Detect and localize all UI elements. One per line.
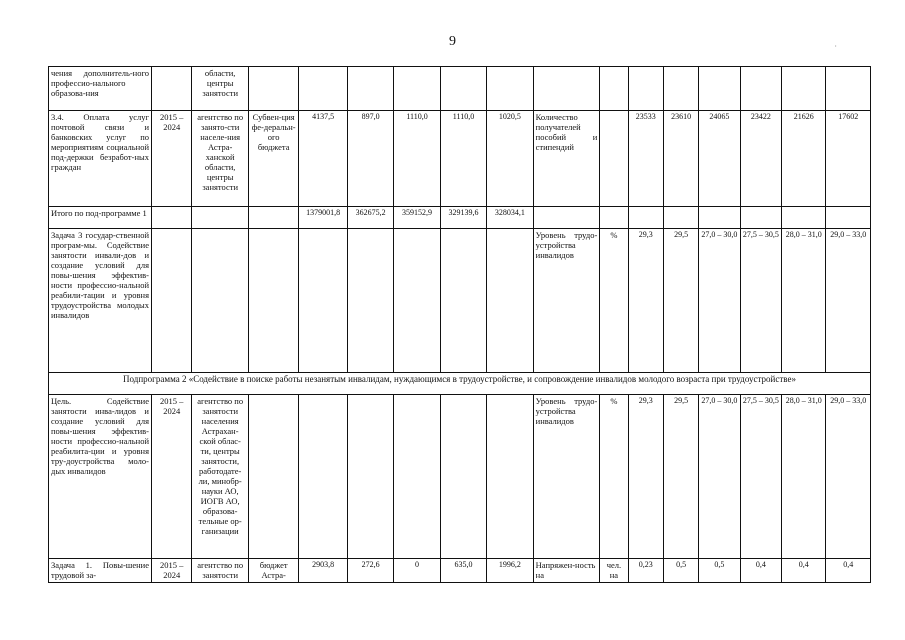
- cell-value: 27,0 – 30,0: [699, 395, 740, 559]
- cell-source: [248, 395, 298, 559]
- cell-source: [248, 229, 298, 373]
- cell-unit: [600, 207, 628, 229]
- cell-value: 0,4: [740, 559, 781, 583]
- cell-amount: [440, 67, 486, 111]
- cell-value: 0,23: [628, 559, 663, 583]
- cell-amount: 359152,9: [394, 207, 440, 229]
- cell-period: [152, 229, 192, 373]
- cell-amount: [440, 395, 486, 559]
- cell-value: 23422: [740, 111, 781, 207]
- cell-amount: [487, 67, 533, 111]
- cell-value: 29,3: [628, 395, 663, 559]
- cell-executor: агентство по занятости: [192, 559, 249, 583]
- cell-value: [628, 207, 663, 229]
- cell-amount: 1110,0: [440, 111, 486, 207]
- cell-indicator: [533, 207, 600, 229]
- cell-period: [152, 67, 192, 111]
- cell-amount: [487, 395, 533, 559]
- cell-name: 3.4. Оплата услуг почтовой связи и банковских услуг по мероприятиям социальной под-держки безработ-ных граждан: [49, 111, 152, 207]
- cell-source: [248, 207, 298, 229]
- cell-value: [826, 67, 871, 111]
- cell-value: 29,0 – 33,0: [826, 229, 871, 373]
- cell-executor: [192, 229, 249, 373]
- cell-amount: [394, 229, 440, 373]
- cell-value: 0,4: [782, 559, 826, 583]
- cell-executor: агентство по занято-сти населе-ния Астра-ханской области, центры занятости: [192, 111, 249, 207]
- cell-indicator: [533, 67, 600, 111]
- cell-amount: [394, 67, 440, 111]
- cell-amount: 0: [394, 559, 440, 583]
- cell-source: Субвен-ция фе-деральн-ого бюджета: [248, 111, 298, 207]
- cell-indicator: Уровень трудо-устройства инвалидов: [533, 229, 600, 373]
- subprogram-title: Подпрограмма 2 «Содействие в поиске работы незанятым инвалидам, нуждающимся в трудоустройстве, и сопровождение инвалидов молодого возраста при трудоустройстве»: [49, 373, 871, 395]
- cell-value: [663, 67, 698, 111]
- cell-value: 23533: [628, 111, 663, 207]
- cell-period: 2015 – 2024: [152, 559, 192, 583]
- cell-value: 0,5: [699, 559, 740, 583]
- cell-amount: 329139,6: [440, 207, 486, 229]
- table-row-total: [49, 207, 871, 229]
- cell-amount: 362675,2: [347, 207, 393, 229]
- cell-amount: 328034,1: [487, 207, 533, 229]
- cell-period: 2015 – 2024: [152, 111, 192, 207]
- table-row-subprogram: [49, 373, 871, 395]
- cell-value: [699, 207, 740, 229]
- cell-value: 0,4: [826, 559, 871, 583]
- cell-value: [740, 207, 781, 229]
- table-row-task1: [49, 559, 871, 583]
- cell-value: 24065: [699, 111, 740, 207]
- cell-amount: [487, 229, 533, 373]
- cell-amount: [394, 395, 440, 559]
- cell-indicator: Уровень трудо-устройства инвалидов: [533, 395, 600, 559]
- cell-value: 0,5: [663, 559, 698, 583]
- cell-value: 27,5 – 30,5: [740, 395, 781, 559]
- cell-amount: 2903,8: [299, 559, 347, 583]
- cell-amount: [299, 229, 347, 373]
- table-row-3-4: [49, 111, 871, 207]
- page-number: 9: [449, 34, 456, 49]
- cell-amount: [347, 395, 393, 559]
- cell-value: 27,5 – 30,5: [740, 229, 781, 373]
- cell-unit: %: [600, 395, 628, 559]
- cell-value: 28,0 – 31,0: [782, 229, 826, 373]
- cell-value: [782, 67, 826, 111]
- cell-period: 2015 – 2024: [152, 395, 192, 559]
- cell-value: 21626: [782, 111, 826, 207]
- cell-value: 27,0 – 30,0: [699, 229, 740, 373]
- cell-value: 29,3: [628, 229, 663, 373]
- cell-executor: области, центры занятости: [192, 67, 249, 111]
- table-row-task3: [49, 229, 871, 373]
- cell-indicator: Напряжен-ность на: [533, 559, 600, 583]
- cell-value: [782, 207, 826, 229]
- cell-value: [740, 67, 781, 111]
- cell-source: бюджет Астра-: [248, 559, 298, 583]
- cell-source: [248, 67, 298, 111]
- cell-name: Задача 3 государ-ственной програм-мы. Содействие занятости инвали-дов и создание условий для повы-шения эффектив-ности профессио-нальной реабили-тации и уровня трудоустройства молодых инвалидов: [49, 229, 152, 373]
- cell-value: [826, 207, 871, 229]
- cell-name: Задача 1. Повы-шение трудовой за-: [49, 559, 152, 583]
- cell-value: 29,0 – 33,0: [826, 395, 871, 559]
- cell-name: Итого по под-программе 1: [49, 207, 152, 229]
- cell-value: [699, 67, 740, 111]
- cell-indicator: Количество получателей пособий и стипендий: [533, 111, 600, 207]
- cell-name: чения дополнитель-ного профессио-нального образова-ния: [49, 67, 152, 111]
- cell-amount: 1020,5: [487, 111, 533, 207]
- cell-value: 29,5: [663, 395, 698, 559]
- cell-amount: [347, 229, 393, 373]
- cell-unit: [600, 67, 628, 111]
- cell-executor: агентство по занятости населения Астрахан-ской облас-ти, центры занятости, работодате-ли, минобр-науки АО, ИОГВ АО, образова-тельные ор-ганизации: [192, 395, 249, 559]
- table-row-goal: [49, 395, 871, 559]
- cell-unit: [600, 111, 628, 207]
- cell-value: 29,5: [663, 229, 698, 373]
- cell-value: 28,0 – 31,0: [782, 395, 826, 559]
- cell-value: 17602: [826, 111, 871, 207]
- cell-amount: [299, 395, 347, 559]
- cell-value: [628, 67, 663, 111]
- cell-unit: чел. на: [600, 559, 628, 583]
- cell-value: [663, 207, 698, 229]
- cell-amount: 272,6: [347, 559, 393, 583]
- cell-amount: 1996,2: [487, 559, 533, 583]
- cell-unit: %: [600, 229, 628, 373]
- cell-amount: 4137,5: [299, 111, 347, 207]
- cell-amount: 1379001,8: [299, 207, 347, 229]
- table-row-continuation: [49, 67, 871, 111]
- cell-period: [152, 207, 192, 229]
- cell-amount: [440, 229, 486, 373]
- corner-mark: ·: [834, 42, 837, 51]
- cell-amount: 897,0: [347, 111, 393, 207]
- cell-executor: [192, 207, 249, 229]
- cell-value: 23610: [663, 111, 698, 207]
- cell-amount: 1110,0: [394, 111, 440, 207]
- cell-amount: [299, 67, 347, 111]
- cell-name: Цель. Содействие занятости инва-лидов и создание условий для повы-шения эффектив-ности профессио-нальной реабилита-ции и уровня тру-доустройства моло-дых инвалидов: [49, 395, 152, 559]
- program-table: [48, 66, 871, 583]
- cell-amount: [347, 67, 393, 111]
- cell-amount: 635,0: [440, 559, 486, 583]
